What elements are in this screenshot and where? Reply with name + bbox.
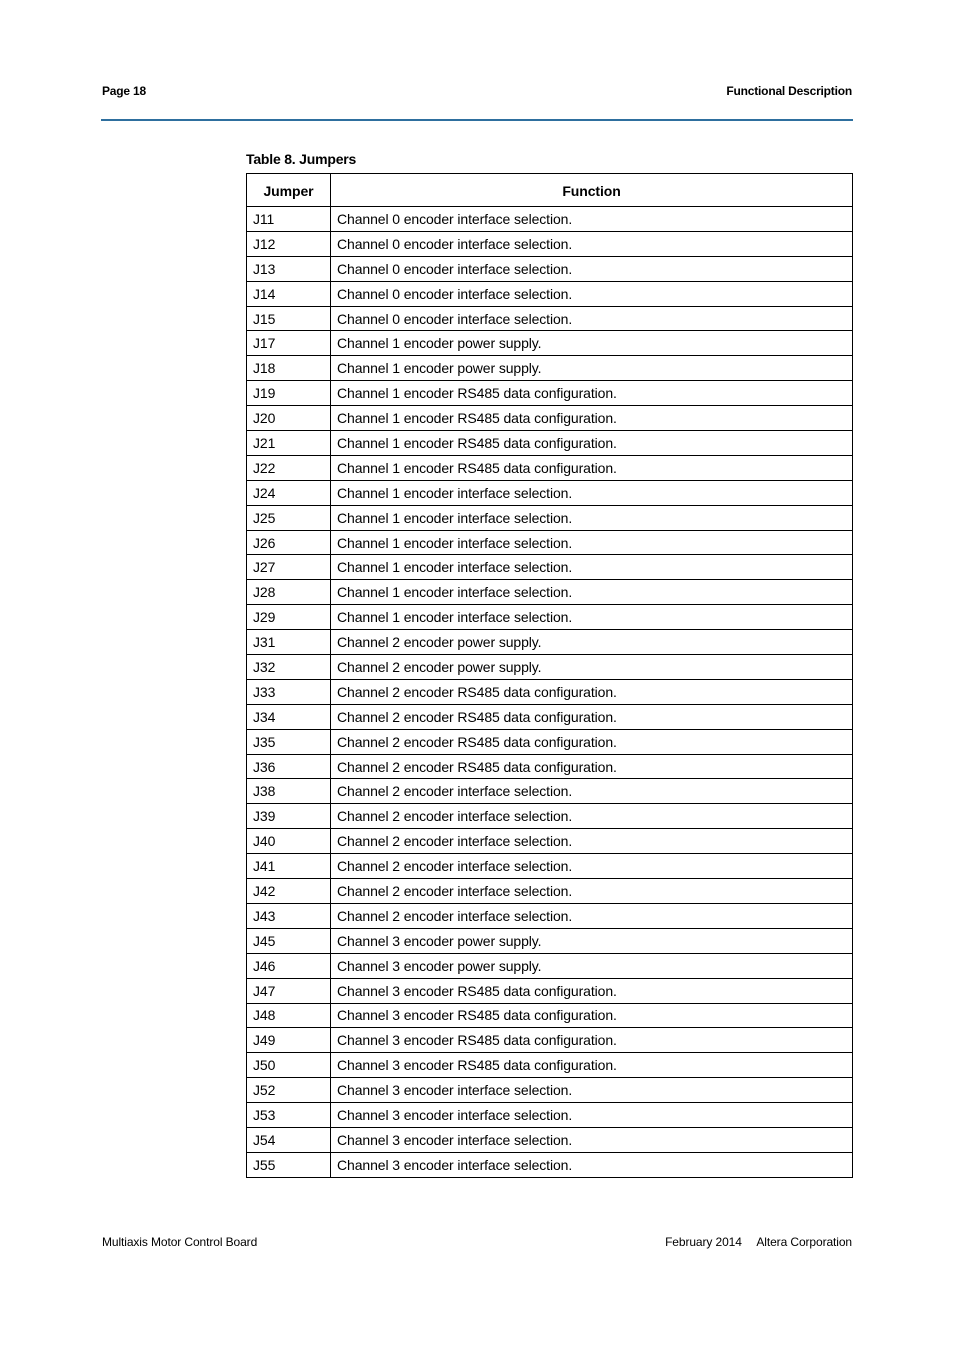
footer-company: Altera Corporation [756,1235,852,1249]
function-cell: Channel 1 encoder interface selection. [331,605,853,630]
jumper-cell: J45 [247,928,331,953]
table-row [247,1053,853,1078]
table-row [247,331,853,356]
jumper-cell: J50 [247,1053,331,1078]
function-cell: Channel 3 encoder RS485 data configuration. [331,1028,853,1053]
table-row [247,754,853,779]
jumper-cell: J48 [247,1003,331,1028]
jumper-cell: J15 [247,306,331,331]
table-row [247,1103,853,1128]
jumper-cell: J55 [247,1152,331,1177]
jumper-cell: J20 [247,406,331,431]
jumper-cell: J25 [247,505,331,530]
table-row [247,480,853,505]
function-cell: Channel 1 encoder interface selection. [331,580,853,605]
jumper-cell: J24 [247,480,331,505]
table-row [247,231,853,256]
function-cell: Channel 3 encoder interface selection. [331,1103,853,1128]
function-cell: Channel 1 encoder interface selection. [331,555,853,580]
jumper-cell: J18 [247,356,331,381]
table-row [247,1028,853,1053]
function-cell: Channel 3 encoder interface selection. [331,1127,853,1152]
jumper-cell: J54 [247,1127,331,1152]
table-row [247,256,853,281]
table-row [247,804,853,829]
function-cell: Channel 0 encoder interface selection. [331,231,853,256]
table-row [247,555,853,580]
jumper-cell: J35 [247,729,331,754]
table-row [247,829,853,854]
column-header-jumper: Jumper [247,174,331,207]
function-cell: Channel 2 encoder RS485 data configuration. [331,679,853,704]
table-row [247,580,853,605]
jumper-cell: J12 [247,231,331,256]
table-body [247,207,853,1178]
table-row [247,1152,853,1177]
table-row [247,679,853,704]
table-caption: Table 8. Jumpers [246,151,357,167]
function-cell: Channel 0 encoder interface selection. [331,281,853,306]
table-row [247,281,853,306]
jumper-cell: J36 [247,754,331,779]
table-row [247,530,853,555]
jumper-cell: J38 [247,779,331,804]
table-row [247,605,853,630]
function-cell: Channel 1 encoder RS485 data configuration. [331,455,853,480]
footer-document-title: Multiaxis Motor Control Board [102,1235,258,1249]
function-cell: Channel 1 encoder interface selection. [331,530,853,555]
jumper-cell: J47 [247,978,331,1003]
function-cell: Channel 3 encoder power supply. [331,953,853,978]
jumper-cell: J33 [247,679,331,704]
jumper-cell: J22 [247,455,331,480]
table-header-row [247,174,853,207]
jumper-cell: J28 [247,580,331,605]
function-cell: Channel 1 encoder interface selection. [331,505,853,530]
table-row [247,953,853,978]
function-cell: Channel 3 encoder RS485 data configuration. [331,1053,853,1078]
function-cell: Channel 0 encoder interface selection. [331,306,853,331]
jumpers-table [246,173,853,1178]
jumper-cell: J49 [247,1028,331,1053]
table-row [247,1003,853,1028]
function-cell: Channel 2 encoder power supply. [331,655,853,680]
table-row [247,1127,853,1152]
table-row [247,207,853,232]
function-cell: Channel 2 encoder interface selection. [331,829,853,854]
function-cell: Channel 2 encoder interface selection. [331,854,853,879]
jumper-cell: J40 [247,829,331,854]
jumper-cell: J26 [247,530,331,555]
table-row [247,381,853,406]
jumper-cell: J32 [247,655,331,680]
jumper-cell: J19 [247,381,331,406]
function-cell: Channel 2 encoder RS485 data configuration. [331,704,853,729]
jumper-cell: J52 [247,1078,331,1103]
jumper-cell: J11 [247,207,331,232]
jumper-cell: J14 [247,281,331,306]
function-cell: Channel 1 encoder RS485 data configuration. [331,381,853,406]
table-row [247,630,853,655]
column-header-function: Function [331,174,853,207]
jumper-cell: J39 [247,804,331,829]
header-divider [101,119,853,121]
page-number: Page 18 [102,84,146,98]
footer-info [665,1235,852,1249]
function-cell: Channel 1 encoder power supply. [331,356,853,381]
table-row [247,455,853,480]
jumper-cell: J13 [247,256,331,281]
function-cell: Channel 2 encoder interface selection. [331,779,853,804]
function-cell: Channel 3 encoder RS485 data configuration. [331,1003,853,1028]
jumper-cell: J31 [247,630,331,655]
section-title: Functional Description [726,84,852,98]
table-row [247,356,853,381]
table-row [247,505,853,530]
function-cell: Channel 3 encoder interface selection. [331,1152,853,1177]
function-cell: Channel 1 encoder power supply. [331,331,853,356]
table-row [247,306,853,331]
jumper-cell: J34 [247,704,331,729]
footer-date: February 2014 [665,1235,742,1249]
table-row [247,431,853,456]
function-cell: Channel 2 encoder RS485 data configuration. [331,729,853,754]
function-cell: Channel 2 encoder RS485 data configuration. [331,754,853,779]
jumper-cell: J42 [247,879,331,904]
function-cell: Channel 3 encoder power supply. [331,928,853,953]
table-row [247,779,853,804]
jumper-cell: J46 [247,953,331,978]
function-cell: Channel 2 encoder interface selection. [331,903,853,928]
table-row [247,704,853,729]
function-cell: Channel 0 encoder interface selection. [331,256,853,281]
function-cell: Channel 2 encoder power supply. [331,630,853,655]
function-cell: Channel 3 encoder interface selection. [331,1078,853,1103]
jumper-cell: J29 [247,605,331,630]
function-cell: Channel 0 encoder interface selection. [331,207,853,232]
table-row [247,1078,853,1103]
function-cell: Channel 2 encoder interface selection. [331,804,853,829]
table-row [247,903,853,928]
jumper-cell: J27 [247,555,331,580]
function-cell: Channel 3 encoder RS485 data configuration. [331,978,853,1003]
jumper-cell: J43 [247,903,331,928]
table-row [247,729,853,754]
table-row [247,406,853,431]
function-cell: Channel 1 encoder interface selection. [331,480,853,505]
jumper-cell: J41 [247,854,331,879]
table-row [247,655,853,680]
table-row [247,879,853,904]
table-row [247,978,853,1003]
function-cell: Channel 1 encoder RS485 data configuration. [331,431,853,456]
function-cell: Channel 1 encoder RS485 data configuration. [331,406,853,431]
function-cell: Channel 2 encoder interface selection. [331,879,853,904]
jumper-cell: J53 [247,1103,331,1128]
jumper-cell: J21 [247,431,331,456]
table-row [247,854,853,879]
jumper-cell: J17 [247,331,331,356]
table-row [247,928,853,953]
